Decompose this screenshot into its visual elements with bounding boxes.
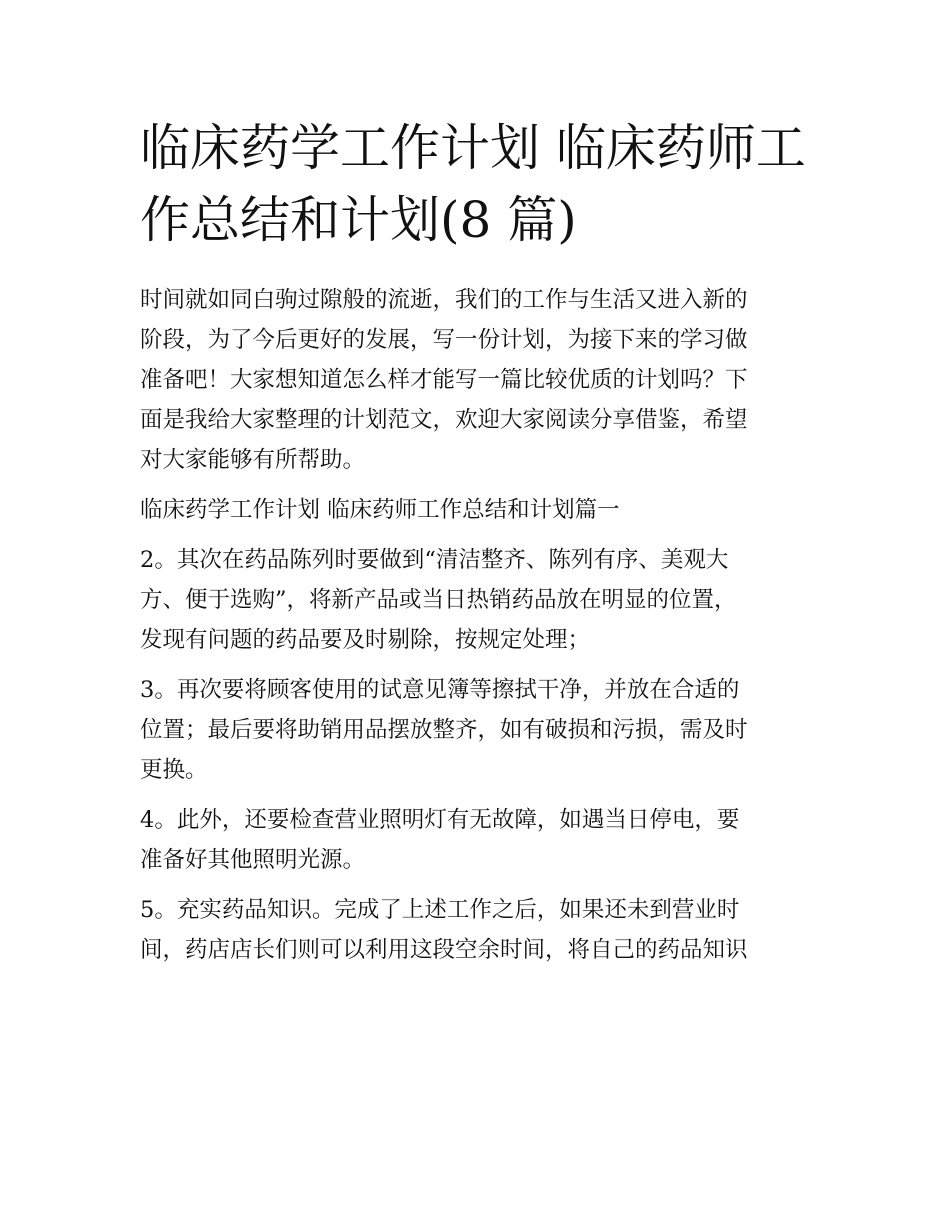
text-line: 阶段，为了今后更好的发展，写一份计划，为接下来的学习做 <box>140 327 748 353</box>
item-paragraph-2 <box>140 540 820 660</box>
text-line: 5。充实药品知识。完成了上述工作之后，如果还未到营业时 <box>140 897 740 923</box>
text-line: 4。此外，还要检查营业照明灯有无故障，如遇当日停电，要 <box>140 807 740 833</box>
text-line: 方、便于选购”，将新产品或当日热销药品放在明显的位置， <box>140 587 737 613</box>
item-paragraph-4 <box>140 800 820 880</box>
section-heading <box>140 490 820 530</box>
text-line: 准备好其他照明光源。 <box>140 847 366 873</box>
title-line-1: 临床药学工作计划 临床药师工 <box>140 119 806 177</box>
text-line: 对大家能够有所帮助。 <box>140 447 366 473</box>
item-paragraph-3 <box>140 670 820 790</box>
intro-paragraph <box>140 280 820 480</box>
text-line: 3。再次要将顾客使用的试意见簿等擦拭干净，并放在合适的 <box>140 677 740 703</box>
document-body <box>140 280 820 980</box>
title-line-2: 作总结和计划(8 篇) <box>140 191 577 249</box>
text-line: 准备吧！大家想知道怎么样才能写一篇比较优质的计划吗？下 <box>140 367 748 393</box>
text-line: 面是我给大家整理的计划范文，欢迎大家阅读分享借鉴，希望 <box>140 407 748 433</box>
document-title <box>140 112 830 256</box>
item-paragraph-5 <box>140 890 820 970</box>
text-line: 临床药学工作计划 临床药师工作总结和计划篇一 <box>140 497 620 523</box>
text-line: 更换。 <box>140 757 208 783</box>
text-line: 2。其次在药品陈列时要做到“清洁整齐、陈列有序、美观大 <box>140 547 729 573</box>
text-line: 时间就如同白驹过隙般的流逝，我们的工作与生活又进入新的 <box>140 287 748 313</box>
text-line: 位置；最后要将助销用品摆放整齐，如有破损和污损，需及时 <box>140 717 748 743</box>
text-line: 发现有问题的药品要及时剔除，按规定处理； <box>140 627 591 653</box>
text-line: 间，药店店长们则可以利用这段空余时间，将自己的药品知识 <box>140 937 748 963</box>
